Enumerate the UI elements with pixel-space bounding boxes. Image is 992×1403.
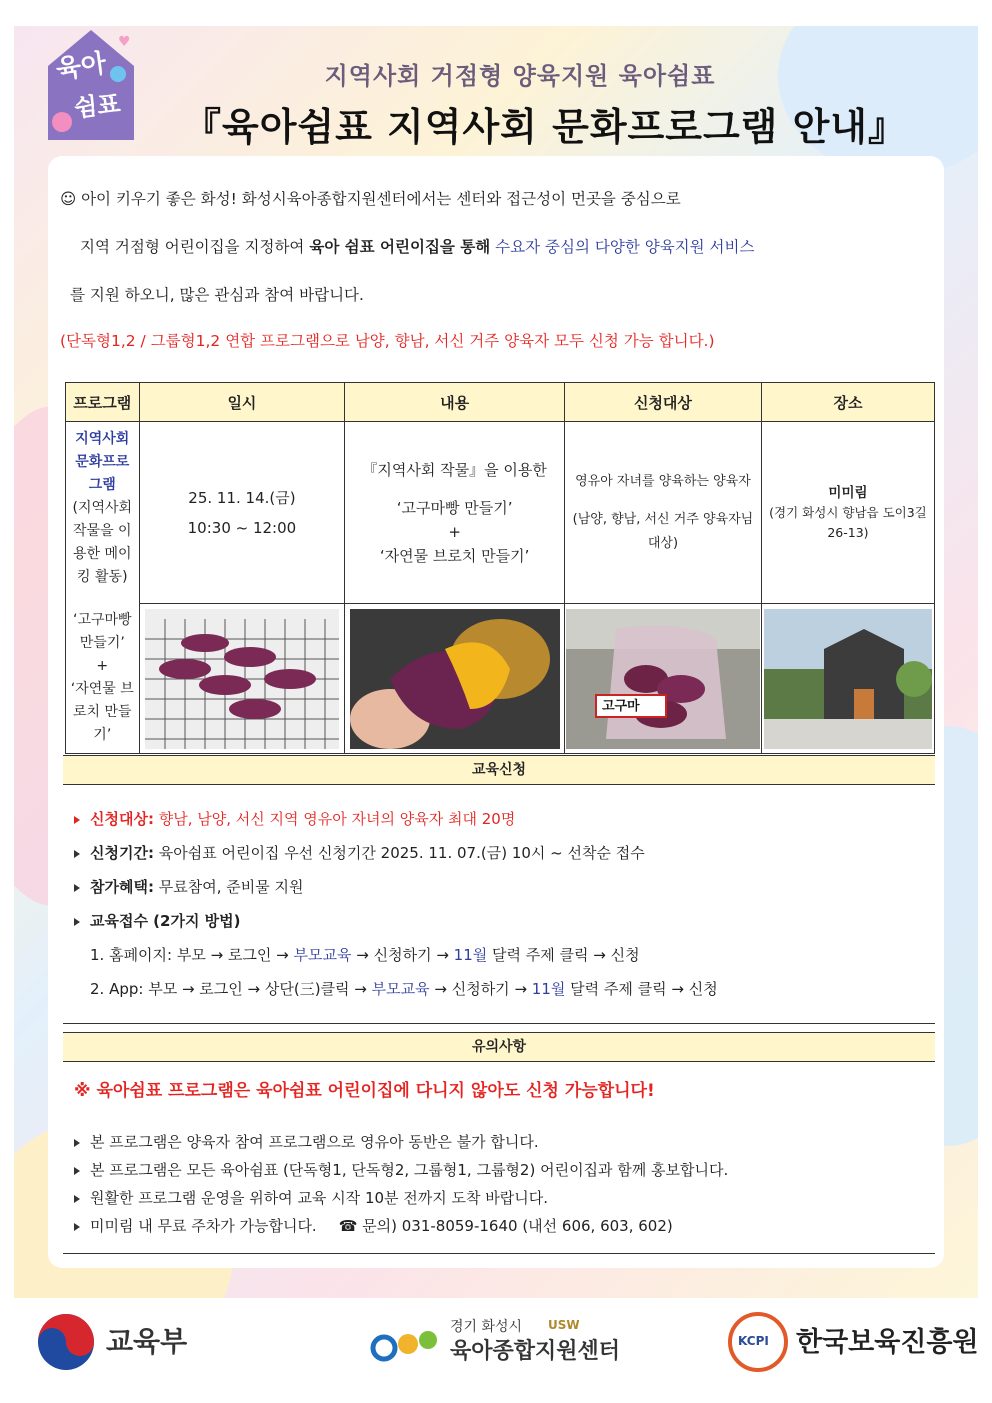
content-cell <box>345 422 565 604</box>
venue-building-photo <box>764 609 932 749</box>
notes-section-header: 유의사항 <box>63 1032 935 1062</box>
yuka-shimpyo-logo <box>48 30 134 140</box>
note-item: 미미림 내 무료 주차가 가능합니다. ☎ 문의) 031-8059-1640 (내선 606, 603, 602) <box>74 1212 728 1240</box>
program-activity-2: ‘자연물 브로치 만들기’ <box>70 681 134 743</box>
page-title: 『육아쉼표 지역사회 문화프로그램 안내』 <box>182 105 908 149</box>
note-item: 원활한 프로그램 운영을 위하여 교육 시작 10분 전까지 도착 바랍니다. <box>74 1184 728 1212</box>
table-row <box>66 422 935 604</box>
application-method-2: 2. App: 부모 → 로그인 → 상단(三)클릭 → 부모교육 → 신청하기 → 11월 달력 주제 클릭 → 신청 <box>90 980 718 998</box>
program-activity-1: ‘고구마빵 만들기’ <box>73 612 132 651</box>
place-name: 미미림 <box>828 484 868 501</box>
ministry-name: 교육부 <box>106 1325 188 1358</box>
notes-list <box>74 1128 728 1240</box>
heart-icon: ♥ <box>118 34 131 50</box>
col-header-target: 신청대상 <box>564 383 761 422</box>
sweet-potato-bag-photo <box>566 609 760 749</box>
photo-cell-2 <box>345 604 565 754</box>
col-header-date: 일시 <box>139 383 345 422</box>
logo-text-line1: 육아 <box>54 48 109 86</box>
divider <box>63 1253 935 1254</box>
bag-label: 고구마 <box>601 698 640 714</box>
content-line-2: ‘고구마빵 만들기’ <box>396 498 513 517</box>
usw-logo: USW <box>548 1318 580 1332</box>
center-name: 육아종합지원센터 <box>450 1339 621 1364</box>
page-subtitle: 지역사회 거점형 양육지원 육아쉼표 <box>324 62 716 90</box>
table-header-row <box>66 383 935 422</box>
footer <box>0 1298 992 1403</box>
note-item: 본 프로그램은 모든 육아쉼표 (단독형1, 단독형2, 그룹형1, 그룹형2) 어린이집과 함께 홍보합니다. <box>74 1156 728 1184</box>
sweet-potato-bread-photo <box>145 609 339 749</box>
program-plus: + <box>96 658 109 674</box>
contact-info: ☎ 문의) 031-8059-1640 (내선 606, 603, 602) <box>338 1217 673 1235</box>
target-line-1: 영유아 자녀를 양육하는 양육자 <box>575 473 751 489</box>
photo-cell-3 <box>564 604 761 754</box>
note-item: 본 프로그램은 양육자 참여 프로그램으로 영유아 동반은 불가 합니다. <box>74 1128 728 1156</box>
program-date: 25. 11. 14.(금) <box>188 488 296 507</box>
place-address: (경기 화성시 향남읍 도이3길 26-13) <box>769 504 927 540</box>
content-plus: + <box>448 522 461 541</box>
program-table <box>65 382 935 754</box>
date-cell <box>139 422 345 604</box>
application-method: 교육접수 (2가지 방법) <box>74 904 718 938</box>
intro-text <box>60 182 940 372</box>
photo-row <box>66 604 935 754</box>
photo-cell-1 <box>139 604 345 754</box>
kcpi-logo <box>728 1312 788 1372</box>
program-cell <box>66 422 140 754</box>
taegeuk-icon <box>36 1312 96 1372</box>
program-desc: (지역사회 작물을 이용한 메이킹 활동) <box>72 500 133 585</box>
divider <box>63 1023 935 1024</box>
col-header-program: 프로그램 <box>66 383 140 422</box>
content-line-1: 『지역사회 작물』을 이용한 <box>362 460 547 479</box>
center-logo-mark <box>370 1324 440 1364</box>
kcpi-name: 한국보육진흥원 <box>796 1327 979 1358</box>
kcpi-badge: KCPI <box>738 1334 769 1348</box>
photo-cell-4 <box>761 604 934 754</box>
application-target: 신청대상: 향남, 남양, 서신 지역 영유아 자녀의 양육자 최대 20명 <box>74 802 718 836</box>
application-method-1: 1. 홈페이지: 부모 → 로그인 → 부모교육 → 신청하기 → 11월 달력 주제 클릭 → 신청 <box>90 946 640 964</box>
application-period: 신청기간: 육아쉼표 어린이집 우선 신청기간 2025. 11. 07.(금) 10시 ~ 선착순 접수 <box>74 836 718 870</box>
application-section-header: 교육신청 <box>63 755 935 785</box>
col-header-content: 내용 <box>345 383 565 422</box>
intro-line-3: 를 지원 하오니, 많은 관심과 참여 바랍니다. <box>70 286 364 304</box>
intro-line-4: (단독형1,2 / 그룹형1,2 연합 프로그램으로 남양, 향남, 서신 거주 양육자 모두 신청 가능 합니다.) <box>60 332 715 350</box>
center-sub: 경기 화성시 <box>450 1319 523 1335</box>
intro-line-1: ☺ 아이 키우기 좋은 화성! 화성시육아종합지원센터에서는 센터와 접근성이 먼곳을 중심으로 <box>60 190 681 208</box>
cut-sweet-potato-photo <box>350 609 560 749</box>
place-cell <box>761 422 934 604</box>
program-time: 10:30 ~ 12:00 <box>187 518 297 537</box>
intro-line-2: 지역 거점형 어린이집을 지정하여 육아 쉼표 어린이집을 통해 수요자 중심의 다양한 양육지원 서비스 <box>80 238 755 256</box>
content-line-3: ‘자연물 브로치 만들기’ <box>379 546 530 565</box>
application-benefit: 참가혜택: 무료참여, 준비물 지원 <box>74 870 718 904</box>
application-list <box>74 802 718 1006</box>
program-name: 지역사회 문화프로그램 <box>75 431 130 493</box>
logo-text-line2: 쉼표 <box>72 89 122 123</box>
notice-text: ※ 육아쉼표 프로그램은 육아쉼표 어린이집에 다니지 않아도 신청 가능합니다! <box>74 1081 655 1101</box>
target-line-2: (남양, 향남, 서신 거주 양육자님 대상) <box>572 511 754 551</box>
ministry-logo <box>36 1312 96 1372</box>
col-header-place: 장소 <box>761 383 934 422</box>
target-cell <box>564 422 761 604</box>
